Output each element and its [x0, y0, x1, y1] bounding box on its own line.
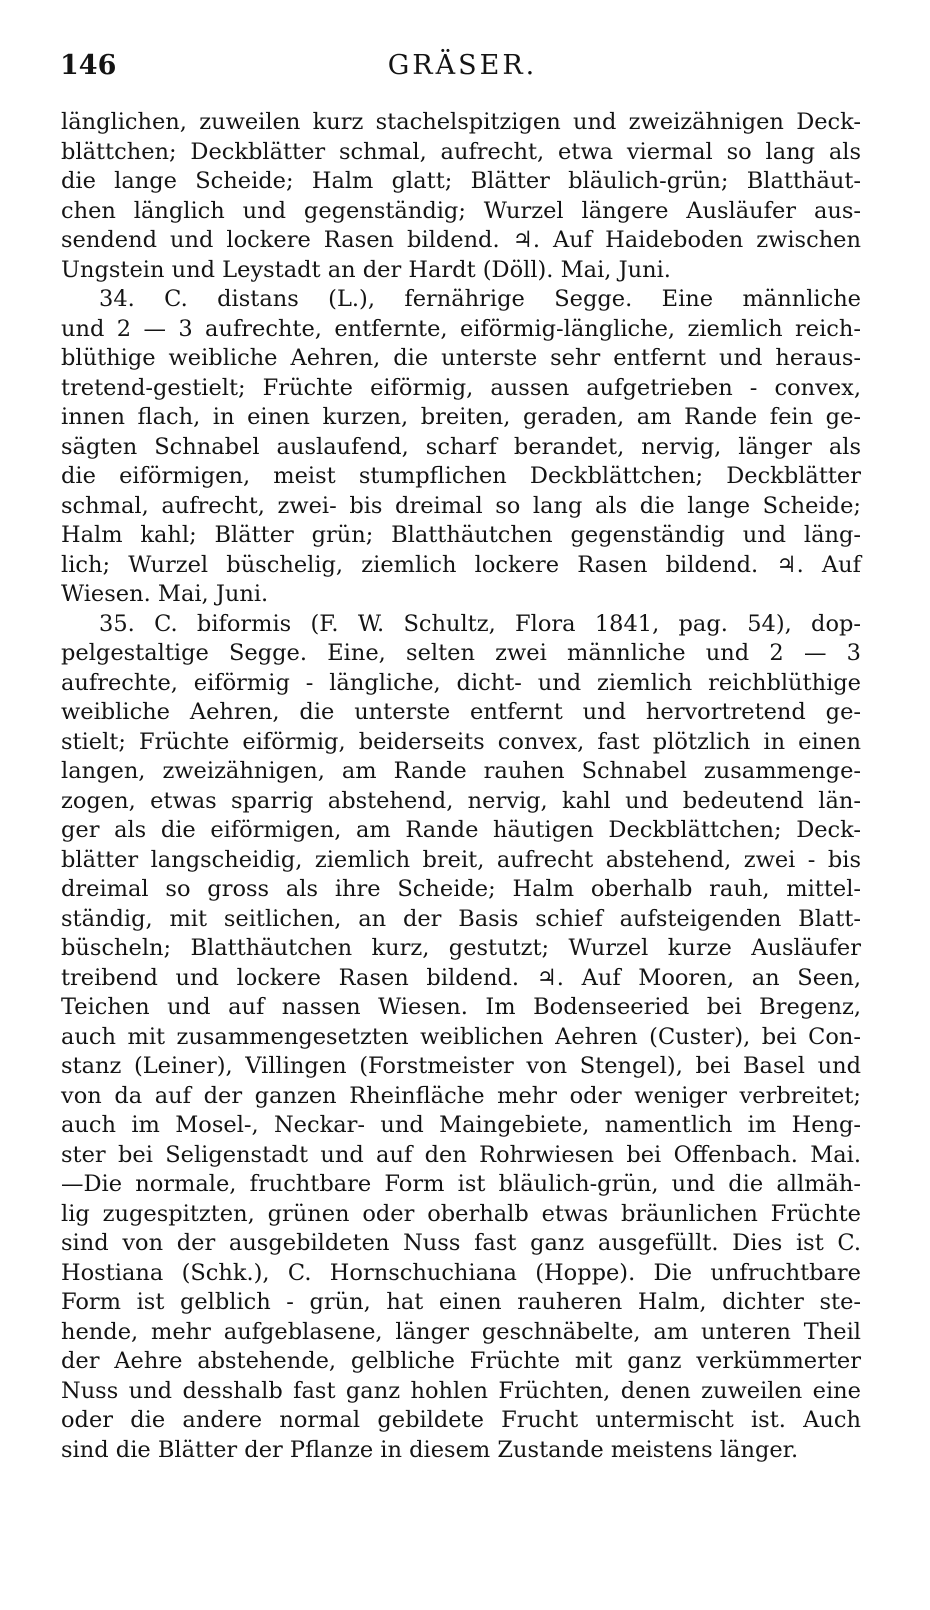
text-line: sind die Blätter der Pflanze in diesem Zustande meistens länger. [61, 1436, 799, 1463]
text-line: schmal, aufrecht, zwei- bis dreimal so lang als die lange Scheide; [61, 492, 861, 519]
text-line: dreimal so gross als ihre Scheide; Halm oberhalb rauh, mittel- [61, 876, 861, 902]
text-line: lich; Wurzel büschelig, ziemlich lockere Rasen bildend. ♃. Auf [61, 551, 861, 578]
text-line: lig zugespitzten, grünen oder oberhalb etwas bräunlichen Früchte [61, 1200, 861, 1227]
text-line: Halm kahl; Blätter grün; Blatthäutchen gegenständig und läng- [61, 522, 861, 548]
text-line: Teichen und auf nassen Wiesen. Im Bodenseeried bei Bregenz, [61, 994, 861, 1020]
text-line: treibend und lockere Rasen bildend. ♃. Auf Mooren, an Seen, [61, 964, 861, 991]
species-entry-35-heading: 35. C. biformis (F. W. Schultz, Flora 1841, pag. 54), dop- [99, 610, 861, 637]
text-line: langen, zweizähnigen, am Rande rauhen Schnabel zusammenge- [61, 758, 861, 784]
text-line: chen länglich und gegenständig; Wurzel längere Ausläufer aus- [61, 197, 861, 224]
text-line: Nuss und desshalb fast ganz hohlen Früchten, denen zuweilen eine [61, 1377, 861, 1404]
text-line: oder die andere normal gebildete Frucht untermischt ist. Auch [61, 1407, 861, 1433]
text-line: —Die normale, fruchtbare Form ist bläulich-grün, und die allmäh- [61, 1171, 861, 1197]
text-line: von da auf der ganzen Rheinfläche mehr oder weniger verbreitet; [61, 1082, 861, 1109]
text-line: hende, mehr aufgeblasene, länger geschnäbelte, am unteren Theil [61, 1318, 861, 1345]
text-line: sendend und lockere Rasen bildend. ♃. Auf Haideboden zwischen [61, 227, 861, 253]
text-line: stanz (Leiner), Villingen (Forstmeister von Stengel), bei Basel und [61, 1053, 861, 1079]
text-line: aufrechte, eiförmig - längliche, dicht- und ziemlich reichblüthige [61, 669, 861, 696]
running-title: GRÄSER. [387, 50, 538, 81]
text-line: Form ist gelblich - grün, hat einen rauheren Halm, dichter ste- [61, 1289, 861, 1315]
text-line: pelgestaltige Segge. Eine, selten zwei männliche und 2 — 3 [61, 640, 861, 666]
text-line: innen flach, in einen kurzen, breiten, geraden, am Rande fein ge- [61, 404, 861, 430]
text-line: und 2 — 3 aufrechte, entfernte, eiförmig-längliche, ziemlich reich- [61, 315, 861, 342]
text-line: länglichen, zuweilen kurz stachelspitzigen und zweizähnigen Deck- [61, 109, 861, 135]
text-line: auch im Mosel-, Neckar- und Maingebiete, namentlich im Heng- [61, 1112, 861, 1138]
text-line: tretend-gestielt; Früchte eiförmig, aussen aufgetrieben - convex, [61, 374, 861, 401]
text-line: sind von der ausgebildeten Nuss fast ganz ausgefüllt. Dies ist C. [61, 1230, 861, 1256]
text-line: der Aehre abstehende, gelbliche Früchte mit ganz verkümmerter [61, 1348, 861, 1374]
species-entry-34-heading: 34. C. distans (L.), fernährige Segge. Eine männliche [99, 286, 861, 312]
text-line: ger als die eiförmigen, am Rande häutigen Deckblättchen; Deck- [61, 817, 861, 843]
text-line: blätter langscheidig, ziemlich breit, aufrecht abstehend, zwei - bis [61, 846, 861, 873]
text-line: Wiesen. Mai, Juni. [61, 581, 269, 607]
text-line: auch mit zusammengesetzten weiblichen Aehren (Custer), bei Con- [61, 1023, 861, 1050]
body-text [61, 108, 861, 1465]
text-line: sägten Schnabel auslaufend, scharf berandet, nervig, länger als [61, 433, 861, 460]
page-number: 146 [60, 50, 117, 81]
text-line: die eiförmigen, meist stumpflichen Deckblättchen; Deckblätter [61, 463, 861, 489]
text-line: ster bei Seligenstadt und auf den Rohrwiesen bei Offenbach. Mai. [61, 1141, 861, 1168]
page-header [60, 50, 865, 90]
text-line: weibliche Aehren, die unterste entfernt und hervortretend ge- [61, 699, 861, 725]
text-line: stielt; Früchte eiförmig, beiderseits convex, fast plötzlich in einen [61, 728, 861, 755]
text-line: blüthige weibliche Aehren, die unterste sehr entfernt und heraus- [61, 345, 861, 371]
text-line: ständig, mit seitlichen, an der Basis schief aufsteigenden Blatt- [61, 905, 861, 932]
text-line: blättchen; Deckblätter schmal, aufrecht, etwa viermal so lang als [61, 138, 861, 165]
text-line: die lange Scheide; Halm glatt; Blätter bläulich-grün; Blatthäut- [61, 168, 861, 194]
text-line: büscheln; Blatthäutchen kurz, gestutzt; Wurzel kurze Ausläufer [61, 935, 861, 961]
text-line: Ungstein und Leystadt an der Hardt (Döll). Mai, Juni. [61, 256, 671, 283]
text-line: zogen, etwas sparrig abstehend, nervig, kahl und bedeutend län- [61, 787, 861, 814]
text-line: Hostiana (Schk.), C. Hornschuchiana (Hoppe). Die unfruchtbare [61, 1259, 861, 1286]
